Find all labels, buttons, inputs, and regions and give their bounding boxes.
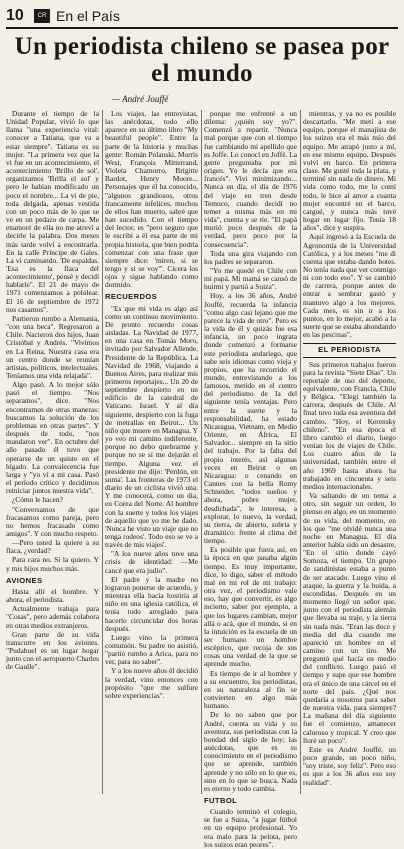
article-column-1	[6, 110, 99, 794]
section-name: En el País	[56, 8, 120, 24]
paragraph: Es posible que fuera así, en la época en que pasaba algún tiempo. Es muy importante, dice, lo digo, saber el método mal en mi rol de mi trabajo: otra vez, el periodismo vale eso, hay que convertir, es algo incierto, saber por ejemplo, a que los lugares cambian, mejor allá o acá, que el mundo, si en la intuición es la escuela de un ser humano un hombre escéptico, que recoja de sus cosas una verdad de la que se aprende mucho.	[204, 545, 297, 669]
paragraph: Hoy, a los 36 años, André Jouffé, recuerda la infancia "como algo casi lejano que me parece la vida de otro". Pero es la vida de él y quizás fue esa infancia, un poco ingrata donde comenzó a formarse este periodista andariego, que sabe seis idiomas como vieja y propios, que ha recorrido el mundo, entrevistando a los famosos, metido en el centro del periodismo de Ia del siguiente tenía ventajas. Pero entre la suerte y la responsabilidad, ha estado Nicaragua, Vietnam, en Medio Oriente, en África, El Salvador... siempre en la sitio del trabajo. Por la falta del propio interés, así algunas veces en Beirut o en Nicaragua: o cenando en Cannes con la bella Romy Schneider, "todos sueños y ahora, pobre mujer, desdichada", le interesa, a explorar, lo nuevo, la verdad, su tierra, de abierto, sobria y dramático: frente al clima del tiempo.	[204, 291, 297, 546]
paragraph: El padre y la madre no lograron ponerse de acuerdo, y mientras ella hacía hostiría al niño en una iglesia católica, el tenía todo arreglado para hacerlo circuncidar dos horas después.	[105, 574, 198, 633]
newspaper-logo: CR	[34, 9, 50, 23]
paragraph: Va saltando de un tema a otro, sin seguir un orden, lo pienso en algo, en un momento de su vida, del momento, en los que "me olvidé nunca una noche en Managua. El día anterior había sido un desastre, "En el sitio donde cayó Somoza, el tiempo. Un grupo de sandinistas estaba a punto de ser atacado. Luego vino el ataque, la guerra y la huida, a escondidas. Después en un momento llegó un señor que, junto con el periodista alemán que llevaba su traje, y la tierra sin nada más. "Eran las doce y media del día cuando me apareció un hombre en el camino con un tiro. Me preguntó qué hacía en medio del conflicto. Luego pasó el tiempo y supe que ese hombre era el único de una cárcel en el norte del país. ¿Qué nos quedaría a nosotros para saber de nuestra vida, para siempre? La mañana del día siguiente fue el comienzo, amanecer caluroso y tropical. Y creo que lloré un poco".	[303, 491, 396, 745]
paragraph: Durante el tiempo de la Unidad Popular, vivió lo que llama "una experiencia vital: conocer a Tatiana, que va a estar siempre". Tatiana es su mujer. "La primera vez que la vi fue en un acontecimiento, el acontecimiento 'Brillo de sol', organizamos 'Brilla el sol' y pero le habían modificado un poco el nombre... La vi de pie, toda delgada, apenas vestida con un poco más de lo que se ve en un pedazo de carpa. Me enamoré de ella no me atreví a decirle la palabra. Dos meses más tarde volví a encontrarla. En la calle Príncipe de Gales. La vi caminando. 'De espaldas. 'Esa es la flaca del acontecimiento', pensé y decidí hablarle". El 21 de mayo de 1971 comenzamos a pololear. El 16 de septiembre de 1972 nos casamos".	[6, 109, 99, 314]
paragraph: "Conversamos de que fracasamos como pareja, pero no hemos fracasado como amigos". Y con mucho respeto.	[6, 504, 99, 538]
paragraph: Partieron rumbo a Alemania, "con una beca". Regresaron a Chile. Nacieron dos hijos, Juan Cristóbal y Andrés. "Vivimos en La Reina. Nuestra casa era un centro donde se reunían artistas, políticos, intelectuales. Teníamos una vida relajada".	[6, 313, 99, 380]
paragraph: Algo pasó. A lo mejor sólo pasó el tiempo. "Nos separamos", dice. "Nos encontramos de otras maneras: buscamos la solución de los problemas en otras partes". Y después de todo, "nos mandaron ver". En octubre del año pasado él tuvo que operarse de un quiste en el hígado. La convalecencia fue larga y "yo ví a mi casa. Pasó el período crítico y decidimos reiniciar juntos nuestra vida".	[6, 380, 99, 496]
paragraph: Cuando terminó el colegio, se fue a Suiza, "a jugar fútbol en un equipo profesional. Yo era malo para la pelota, pero los suizos eran peores".	[204, 807, 297, 849]
article-column-3	[204, 109, 297, 849]
column-rule	[201, 110, 202, 794]
paragraph: mientras, y ya no es posible descartarlo. "Me metí a ese equipo, porque el manajista de los suizos era el más mío del equipo. Me atrapó justo a mí, en ese mismo equipo. Después volví en barco. En primera clase. Me gusté toda la plata, y terminé sin nada de dinero. Mi vida como todo, me lo comí todo, le hice al amor a cuanta mujer encontré en el barco, cargué, y nunca más tuvé hogar en lugar fijo. Tenía 18 años", dice y suspira.	[303, 109, 396, 233]
paragraph: —Pero usted la quiere a su flaca, ¿verdad?	[6, 538, 99, 556]
paragraph: Es tiempo de ir al hombre y a su encuentro, los periodistas, en su naturaleza al fin se convierten en algo más humano.	[204, 668, 297, 711]
subheading: AVIONES	[6, 575, 43, 585]
paragraph: Los viajes, las entrevistas, las anécdotas, todo ello aparece en su último libro "My beautiful people". Entre la parte de la historia y muchas gente: Román Polanski, Morris West, François Mitterrand, Violeta Chamorro, Brigitte Bardot, Henry Moore... Personajes que él ha conocido, "algunos grandiosos, otros francamente infelices, muchos de ellos han muerto, sabré que han sucedido. Con el tiempo del lector, es "pero seguro que le escribí a él esa parte de mi propia historia, que bien podría comenzar con una frase que siempre dice: 'miren, si se tengo y si se voy'". Cicera los ojos y sigue hablando como dormido.	[105, 109, 198, 290]
paragraph: "Yo me quedé en Chile con mi papá. Mi mamá se cansó de huirmi y partió a Suiza".	[204, 265, 297, 292]
page-number: 10	[6, 7, 24, 24]
byline: — André Jouffé	[112, 94, 169, 104]
paragraph: Actualmente trabaja para "Cosas", pero además colabora en otras medios extranjeros.	[6, 604, 99, 630]
paragraph: Este es André Jouffé, un poco grande, un poco niño, "soy triste, soy feliz". Pero eso es que a los 36 años eso soy realidad".	[303, 744, 396, 787]
paragraph: Aquí ingresó a la Escuela de Agronomía de la Universidad Católica, y a los meses "me di cuenta que estaba dando botes. No tenía nada que ver conmigo ni con todo eso". Y se cambió de carrera, porque antes de entrar a sembrar gastó y mantuvo algo a los mejores. Cada mes, es sin ir a los puntos, en lo mejor, acabó a la suerte que se estaba ahondando en las pescinas".	[303, 232, 396, 340]
paragraph: Luego vino la primera comunión. Su padre no asistió, "partió rumbo a Arica, para no ver, para no saber".	[105, 632, 198, 667]
paragraph: "A los nueve años tuve una crisis de identidad: —Me cancé que era judío".	[105, 549, 198, 575]
paragraph: Hasta allí el hombre. Y ahora, el periodista.	[6, 586, 99, 605]
paragraph: Y a los nueve años él decidió la verdad, vino entonces con propósito "que me sulfure sobre experiencias".	[105, 666, 198, 700]
paragraph: porque me enfrenté a un dilema: ¿quién soy yo?". Comenzó a repartir. "Nunca mal porque que con el tiempo fue cambiando mi apellido que es Joffe. Lo conocí en Joffé. La gente preguntaba por mi origen. Yo le decía que era francés". Vivi minimizando... Nunca en día, el día de 1976 del viaje en tren desde Temuco, cuando decidí no temer a misma más en mi vida", cuenta y se ríe. "El papá murió poco después de la verdad, pero poco por la consecuencia".	[204, 109, 297, 249]
column-rule	[102, 110, 103, 794]
header-rule	[6, 27, 398, 29]
paragraph: Para cara no. Si la quiero. Y y mis hijos muchos más.	[6, 555, 99, 573]
article-column-4	[303, 110, 396, 794]
paragraph: ¿Cómo le hacen?	[12, 495, 63, 505]
paragraph: Gran parte de su vida transcurre en los aviones. "Pudahuel es un lugar hogar junto con el aeropuerto Charles de Gaulle".	[6, 629, 99, 672]
paragraph: De lo no saben que por André, cuenta su vida y su aventura, sus periodistas con la bondad del siglo de hoy; las anécdotas, que es su conocimiento en el periodismo que se aprende, también aprende y no sólo en lo que es, sino en lo que se busca. Nada es eterno y todo cambia.	[204, 710, 297, 793]
article-column-2	[105, 110, 198, 794]
subheading: FUTBOL	[204, 795, 238, 805]
paragraph: "Es que mi vida es algo así como un continuo movimiento. De pronto recuerdo cosas aisladas. La Navidad de 1977, en una casa en Tomás Moro, invitado por Salvador Allende, Presidente de la República. La Navidad de 1968, viajando a Buenos Aires, para realizar mis primeros reportajes... Un 20 de septiembre despierto en un edificio de la catedral de Vaticano. Israel. Y al día siguiente, despierto con la fuga de metrallas en Beirut... Un niño que muere en Managua. Y yo veo mi camino indiferente, porque no debo quebrarme y porque no se si me dejarán el tiempo. Alguna vez el presidente me dijo: 'Perdón, en suma'. Las fronteras de 1973 el diario de un ciclista vivió una. Y me conocerá, como un dia, en Corea del Norte. Al hombre con la suerte y todos los viajes de aquello que yo me he dado. 'Nunca he visto un viaje que no tenga rodeos'. Todo eso se ve a través de mis viajes'.	[105, 303, 198, 550]
byline-author: André Jouffé	[122, 94, 169, 104]
subheading: EL PERIODISTA	[303, 343, 396, 357]
column-rule	[300, 110, 301, 794]
headline: Un periodista chileno se pasea por el mundo	[14, 33, 390, 87]
page-header	[6, 6, 398, 26]
subheading: RECUERDOS	[105, 292, 158, 302]
paragraph: Sus primeros trabajos fueron para la revista "Siete Días". Un reportaje de uso del deporte, equivalente, con Francia, Chile y Bélgica. "Elegí también la carrera, después de Chile. Al final tuvo toda esa aventura del cambio. "Hoy, el Kerensky chileno". "En esa época el libro cambió el diario, luego venían los de viajes de Chile. Los cuatro años de la universidad, también entre el año 1969 hasta ahora ha trabajado en cincuenta y seis medios internacionales.	[303, 359, 396, 491]
paragraph: Toda una gira viajando con los padres se separaron.	[204, 248, 297, 266]
